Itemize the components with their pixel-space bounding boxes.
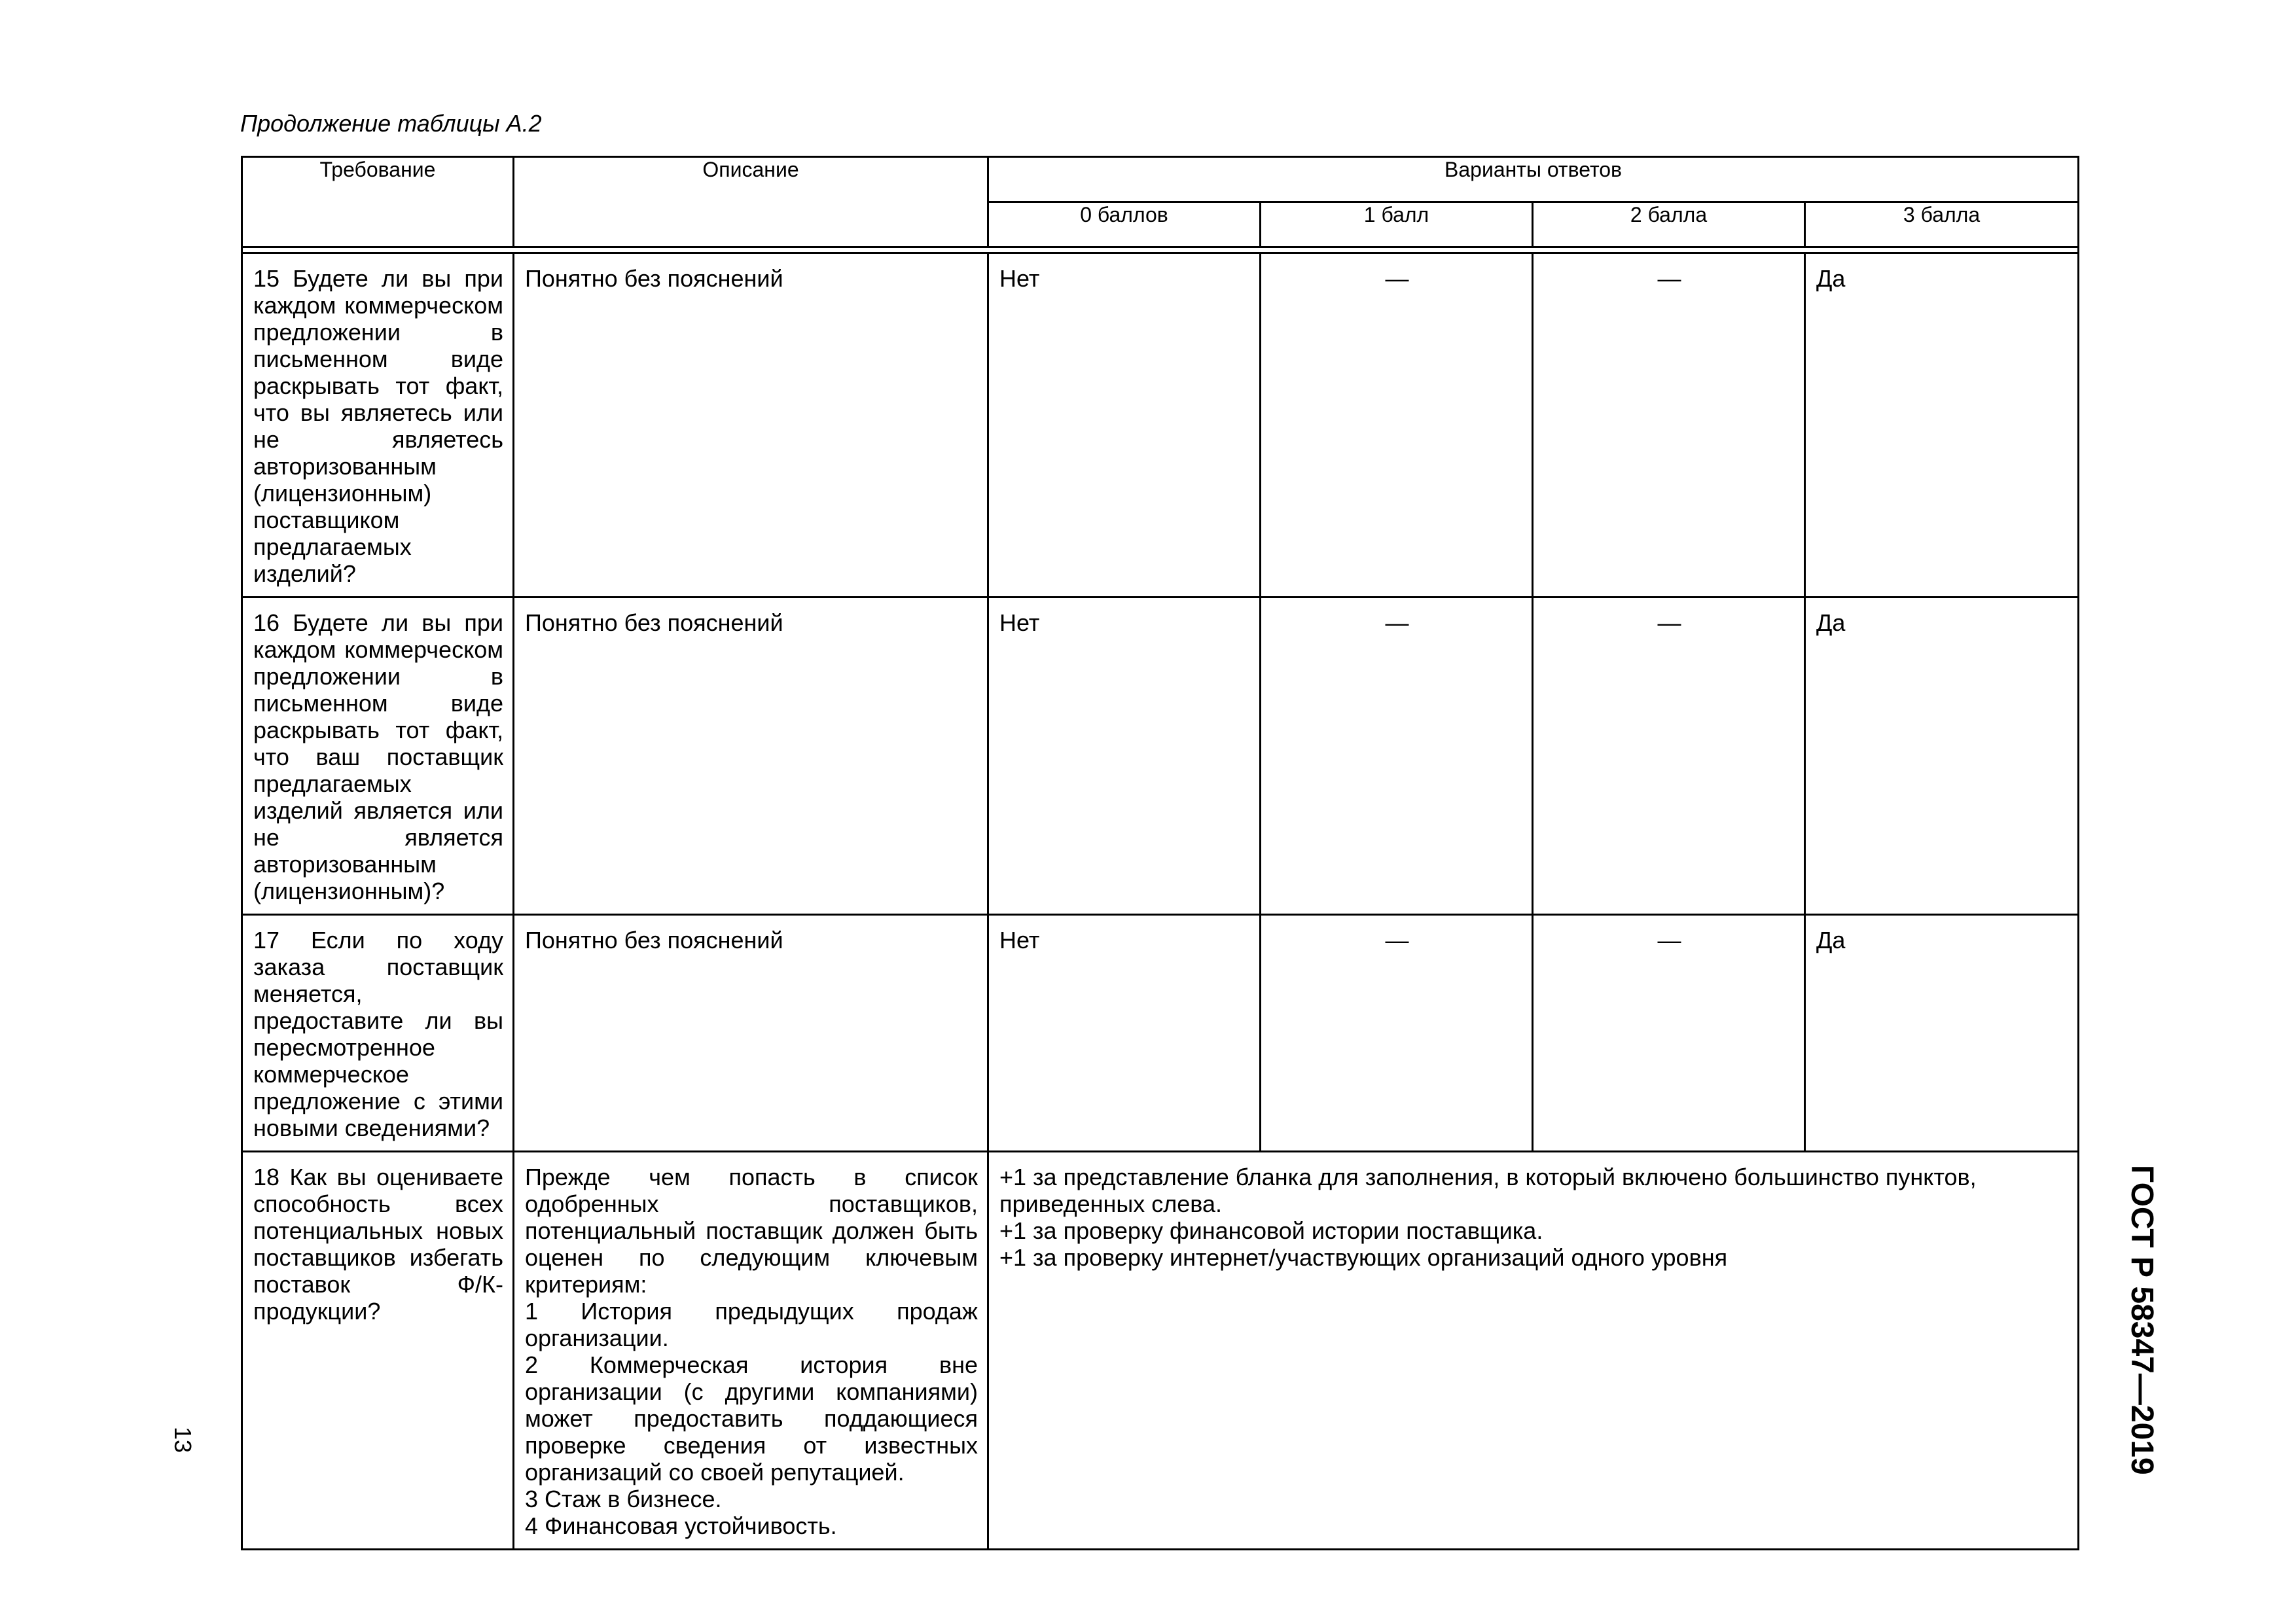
table-row (242, 597, 2079, 915)
table-row (242, 253, 2079, 597)
requirements-table (241, 156, 2079, 1550)
description-cell: Понятно без пояснений (514, 253, 988, 597)
table-row (242, 1152, 2079, 1550)
header-score-3: 3 балла (1805, 202, 2079, 247)
score-3-cell: Да (1805, 597, 2079, 915)
requirement-cell: 18 Как вы оцениваете способность всех потенциальных новых поставщиков избегать поставок Ф/К-продукции? (242, 1152, 514, 1550)
score-1-cell: — (1261, 597, 1533, 915)
score-2-cell: — (1533, 597, 1805, 915)
score-3-cell: Да (1805, 253, 2079, 597)
header-score-1: 1 балл (1261, 202, 1533, 247)
table-caption: Продолжение таблицы А.2 (240, 110, 542, 137)
header-description: Описание (514, 157, 988, 247)
description-cell: Прежде чем попасть в список одобренных поставщиков, потенциальный поставщик должен быть оценен по следующим ключевым критериям: 1 История предыдущих продаж организации. 2 Коммерческая история вне организации (с другими компаниями) может предоставить поддающиеся проверке сведения от известных организаций со своей репутацией. 3 Стаж в бизнесе. 4 Финансовая устойчивость. (514, 1152, 988, 1550)
header-answer-variants: Варианты ответов (988, 157, 2079, 202)
page-number: 13 (170, 1427, 196, 1454)
score-0-cell: Нет (988, 915, 1261, 1152)
header-score-2: 2 балла (1533, 202, 1805, 247)
score-2-cell: — (1533, 253, 1805, 597)
answers-merged-cell: +1 за представление бланка для заполнения, в который включено большинство пунктов, приведенных слева. +1 за проверку финансовой истории поставщика. +1 за проверку интернет/участвующих организаций одного уровня (988, 1152, 2079, 1550)
score-2-cell: — (1533, 915, 1805, 1152)
score-0-cell: Нет (988, 253, 1261, 597)
score-3-cell: Да (1805, 915, 2079, 1152)
requirement-cell: 17 Если по ходу заказа поставщик меняется, предоставите ли вы пересмотренное коммерческое предложение с этими новыми сведениями? (242, 915, 514, 1152)
table-row (242, 915, 2079, 1152)
requirement-cell: 16 Будете ли вы при каждом коммерческом предложении в письменном виде раскрывать тот факт, что ваш поставщик предлагаемых изделий является или не является авторизованным (лицензионным)? (242, 597, 514, 915)
score-1-cell: — (1261, 253, 1533, 597)
description-cell: Понятно без пояснений (514, 915, 988, 1152)
score-0-cell: Нет (988, 597, 1261, 915)
header-requirement: Требование (242, 157, 514, 247)
standard-code: ГОСТ Р 58347—2019 (2125, 1165, 2159, 1475)
header-score-0: 0 баллов (988, 202, 1261, 247)
header-separator (242, 247, 2079, 253)
score-1-cell: — (1261, 915, 1533, 1152)
description-cell: Понятно без пояснений (514, 597, 988, 915)
requirement-cell: 15 Будете ли вы при каждом коммерческом предложении в письменном виде раскрывать тот факт, что вы являетесь или не являетесь авторизованным (лицензионным) поставщиком предлагаемых изделий? (242, 253, 514, 597)
